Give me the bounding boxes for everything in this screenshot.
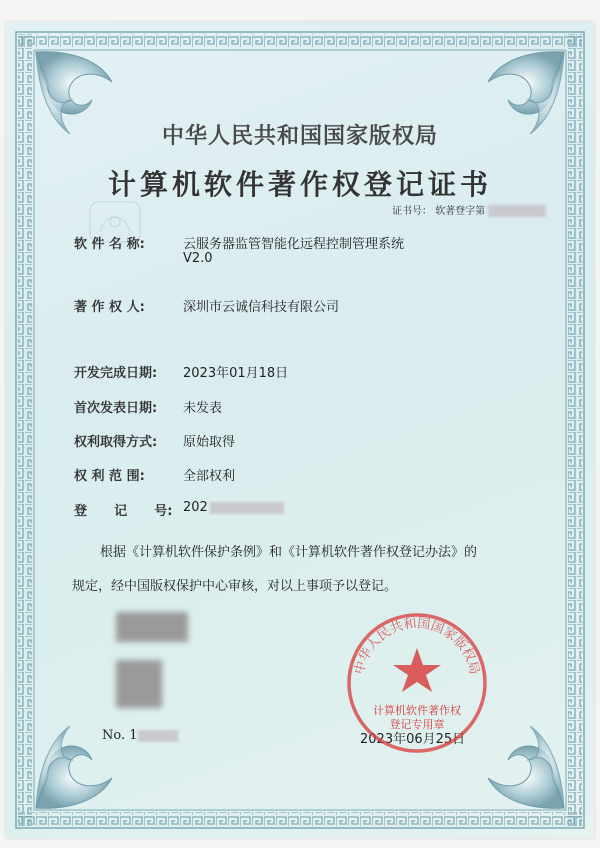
registration-number-prefix: 202 [183, 500, 208, 515]
first-publish-value: 未发表 [183, 401, 223, 416]
registration-number-label-text: 登 记 号: [74, 504, 173, 519]
acquisition-method-value: 原始取得 [183, 435, 236, 450]
certificate-number [392, 202, 546, 217]
certificate-title: 计算机软件著作权登记证书 [107, 168, 492, 201]
copyright-owner-value: 深圳市云诚信科技有限公司 [183, 300, 340, 315]
rights-scope-value: 全部权利 [183, 469, 236, 484]
software-name-label: 软 件 名 称: [74, 237, 145, 252]
redacted-block [210, 502, 284, 514]
corner-ornament-bottom-right [488, 726, 564, 808]
redacted-block [138, 730, 178, 742]
completion-date-label: 开发完成日期: [74, 366, 158, 381]
statement-line-1: 根据《计算机软件保护条例》和《计算机软件著作权登记办法》的 [100, 545, 478, 560]
seal-star-icon [393, 648, 441, 692]
certificate-number-label: 证书号： [392, 206, 432, 217]
seal-line-1: 计算机软件著作权 [373, 704, 461, 717]
completion-date-value: 2023年01月18日 [183, 366, 289, 381]
redacted-qr-code [116, 660, 162, 708]
registration-number-value [183, 500, 284, 515]
first-publish-label: 首次发表日期: [74, 401, 158, 416]
redacted-barcode [116, 612, 188, 642]
software-name-value: 云服务器监管智能化远程控制管理系统 [183, 237, 405, 252]
acquisition-method-label: 权利取得方式: [74, 435, 158, 450]
certificate-number-value: 软著登字第 [435, 206, 486, 217]
redacted-block [488, 205, 546, 217]
official-seal [342, 608, 492, 758]
copyright-owner-label: 著 作 权 人: [74, 300, 145, 315]
serial-number [102, 728, 178, 743]
serial-number-value: 1 [129, 728, 138, 743]
statement-line-2: 规定，经中国版权保护中心审核，对以上事项予以登记。 [72, 579, 398, 594]
corner-ornament-bottom-left [36, 726, 112, 808]
issue-date: 2023年06月25日 [360, 732, 466, 747]
serial-number-prefix: No. [102, 728, 126, 743]
issuing-authority: 中华人民共和国国家版权局 [161, 123, 438, 149]
seal-ring-text: 中华人民共和国国家版权局 [352, 616, 482, 676]
seal-line-2: 登记专用章 [389, 718, 445, 731]
rights-scope-label: 权 利 范 围: [74, 469, 145, 484]
software-version: V2.0 [183, 251, 213, 266]
registration-number-label [74, 500, 173, 519]
